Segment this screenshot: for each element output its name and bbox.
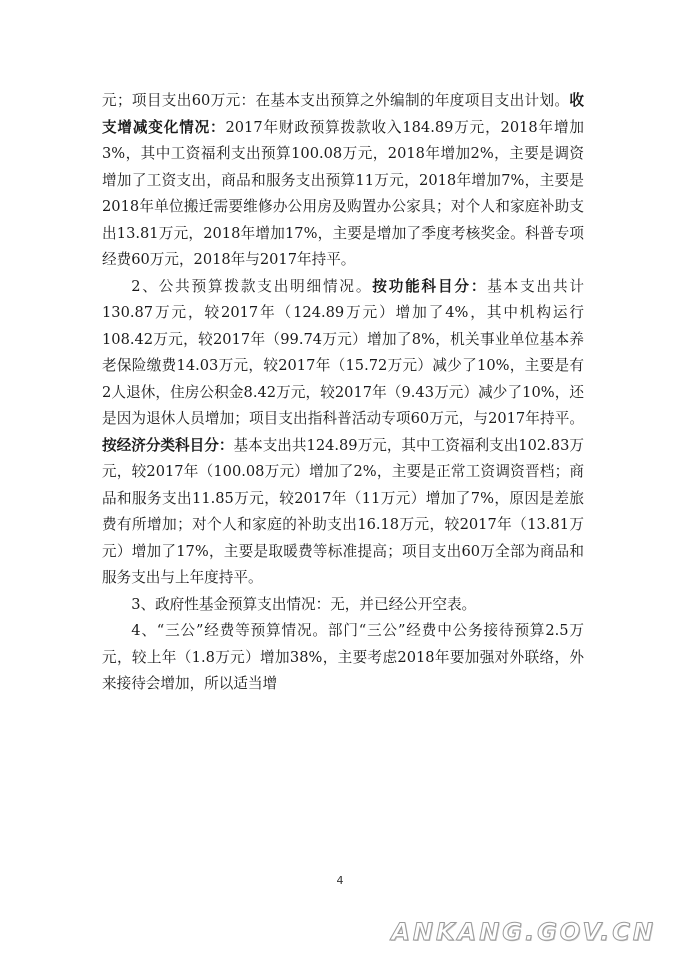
text-segment: 元；项目支出60万元：在基本支出预算之外编制的年度项目支出计划。 xyxy=(102,92,570,109)
heading-by-function: 按功能科目分： xyxy=(372,277,488,295)
paragraph xyxy=(102,592,584,619)
text-segment: 2017年财政预算拨款收入184.89万元，2018年增加3%，其中工资福利支出预算100.08万元，2018年增加2%，主要是调资增加了工资支出，商品和服务支出预算11万元，2018年增加7%，主要是2018年单位搬迁需要维修办公用房及购置办公家具；对个人和家庭补助支出13.81万元，2018年增加17%，主要是增加了季度考核奖金。科普专项经费60万元，2018年与2017年持平。 xyxy=(102,118,584,268)
text-segment: 基本支出共计130.87万元，较2017年（124.89万元）增加了4%，其中机构运行108.42万元，较2017年（99.74万元）增加了8%，机关事业单位基本养老保险缴费14.03万元，较2017年（15.72万元）减少了10%，主要是有2人退休，住房公积金8.42万元，较2017年（9.43万元）减少了10%，还是因为退休人员增加；项目支出指科普活动专项60万元，与2017年持平。 xyxy=(102,277,584,427)
text-segment: 2、公共预算拨款支出明细情况。 xyxy=(131,277,373,295)
text-segment: 3、政府性基金预算支出情况：无，并已经公开空表。 xyxy=(131,595,477,613)
page-number: 4 xyxy=(336,874,344,887)
heading-income-expense-change: 收支增减变化情况： xyxy=(102,92,584,136)
paragraph xyxy=(102,618,584,698)
text-segment: 基本支出共124.89万元，其中工资福利支出102.83万元，较2017年（100.08万元）增加了2%，主要是正常工资调资晋档；商品和服务支出11.85万元，较2017年（11万元）增加了7%，原因是差旅费有所增加；对个人和家庭的补助支出16.18万元，较2017年（13.81万元）增加了17%，主要是取暖费等标准提高；项目支出60万全部为商品和服务支出与上年度持平。 xyxy=(102,436,584,586)
heading-by-economic-class: 按经济分类科目分： xyxy=(102,436,234,454)
paragraph xyxy=(102,274,584,592)
text-segment: 4、“三公”经费等预算情况。部门“三公”经费中公务接待预算2.5万元，较上年（1.8万元）增加38%，主要考虑2018年要加强对外联络，外来接待会增加，所以适当增 xyxy=(102,622,584,692)
watermark-logo: ANKANG.GOV.CN xyxy=(391,918,656,946)
paragraph xyxy=(102,88,584,274)
document-body xyxy=(102,88,584,698)
